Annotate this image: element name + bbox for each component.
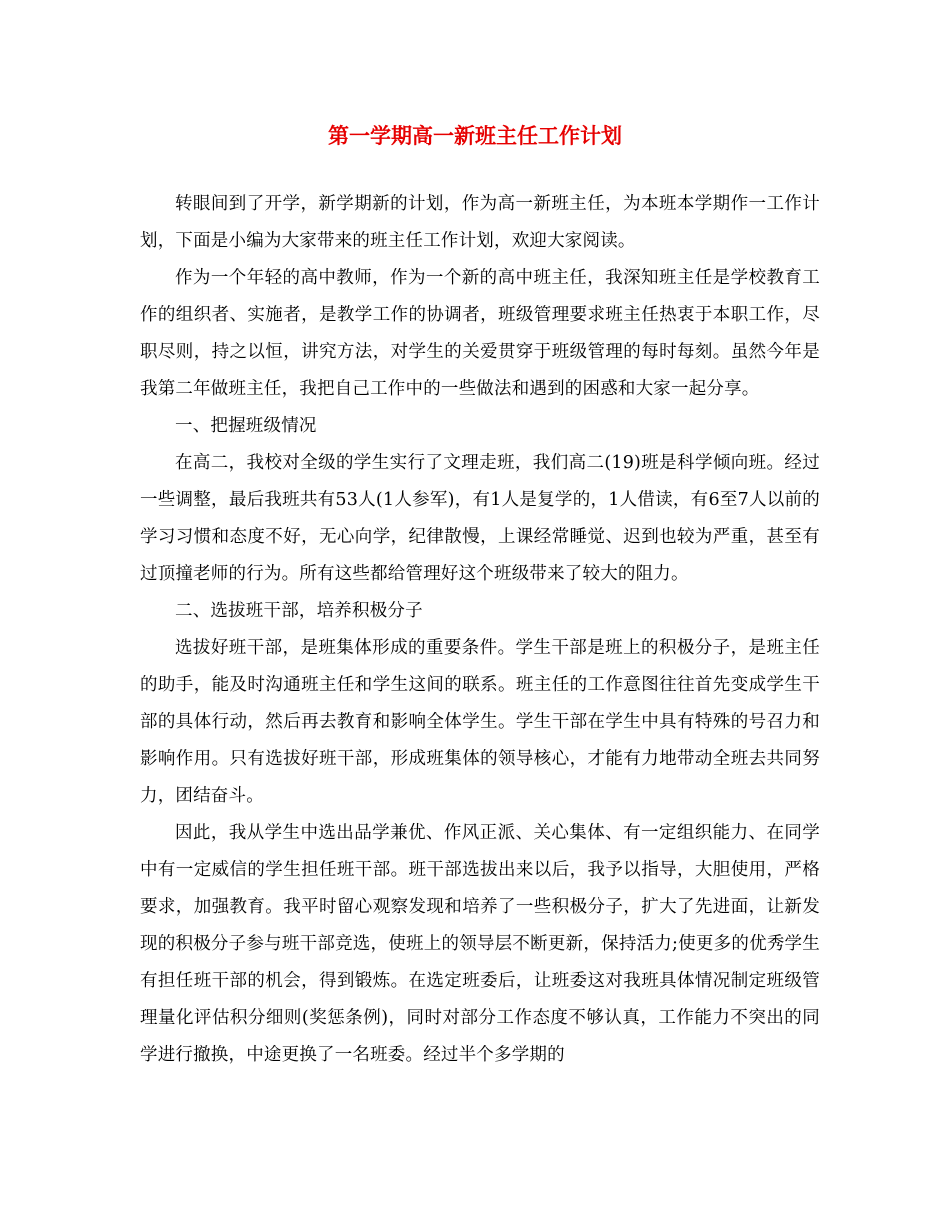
- paragraph-selection: 因此，我从学生中选出品学兼优、作风正派、关心集体、有一定组织能力、在同学中有一定威信的学生担任班干部。班干部选拔出来以后，我予以指导，大胆使用，严格要求，加强教育。我平时留心观察发现和培养了一些积极分子，扩大了先进面，让新发现的积极分子参与班干部竞选，使班上的领导层不断更新，保持活力;使更多的优秀学生有担任班干部的机会，得到锻炼。在选定班委后，让班委这对我班具体情况制定班级管理量化评估积分细则(奖惩条例)，同时对部分工作态度不够认真，工作能力不突出的同学进行撤换，中途更换了一名班委。经过半个多学期的: [140, 823, 820, 1065]
- paragraph-class-leaders: 选拔好班干部，是班集体形成的重要条件。学生干部是班上的积极分子，是班主任的助手，能及时沟通班主任和学生这间的联系。班主任的工作意图往往首先变成学生干部的具体行动，然后再去教育和影响全体学生。学生干部在学生中具有特殊的号召力和影响作用。只有选拔好班干部，形成班集体的领导核心，才能有力地带动全班去共同努力，团结奋斗。: [140, 638, 820, 806]
- paragraph-role: 作为一个年轻的高中教师，作为一个新的高中班主任，我深知班主任是学校教育工作的组织者、实施者，是教学工作的协调者，班级管理要求班主任热衷于本职工作，尽职尽则，持之以恒，讲究方法，对学生的关爱贯穿于班级管理的每时每刻。虽然今年是我第二年做班主任，我把自己工作中的一些做法和遇到的困惑和大家一起分享。: [140, 268, 820, 399]
- section-heading-2: 二、选拔班干部，培养积极分子: [175, 601, 423, 621]
- paragraph-intro: 转眼间到了开学，新学期新的计划，作为高一新班主任，为本班本学期作一工作计划，下面是小编为大家带来的班主任工作计划，欢迎大家阅读。: [140, 194, 820, 251]
- document-body: [140, 186, 820, 1074]
- section-heading-1: 一、把握班级情况: [175, 416, 317, 436]
- document-title: 第一学期高一新班主任工作计划: [328, 123, 622, 148]
- paragraph-class-situation: 在高二，我校对全级的学生实行了文理走班，我们高二(19)班是科学倾向班。经过一些调整，最后我班共有53人(1人参军)，有1人是复学的，1人借读，有6至7人以前的学习习惯和态度不好，无心向学，纪律散慢，上课经常睡觉、迟到也较为严重，甚至有过顶撞老师的行为。所有这些都给管理好这个班级带来了较大的阻力。: [140, 453, 820, 584]
